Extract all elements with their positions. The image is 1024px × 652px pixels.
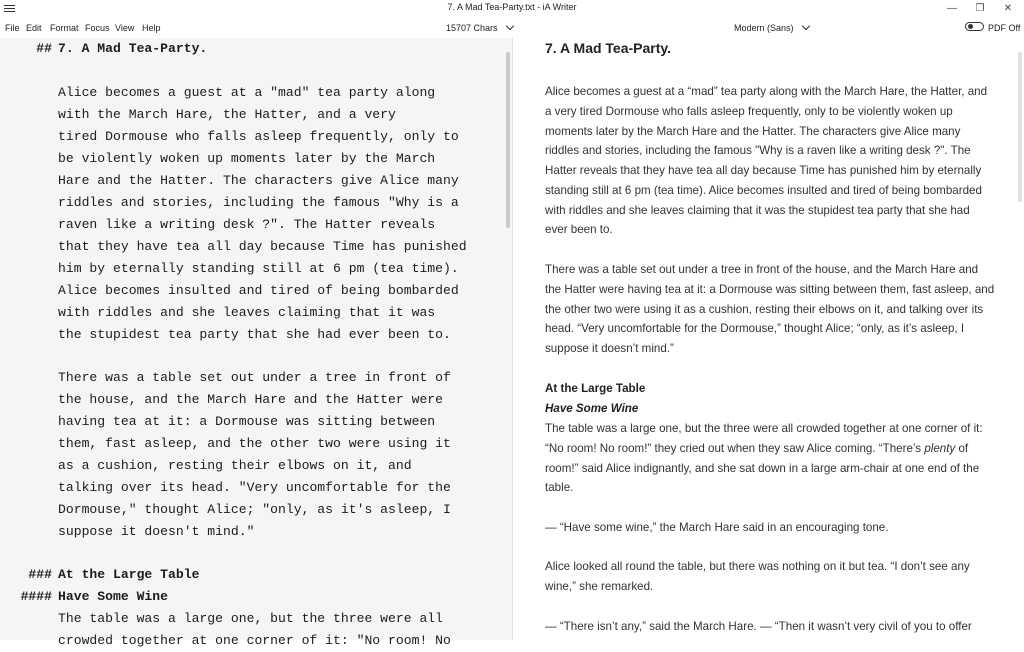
preview-paragraph <box>545 419 995 498</box>
window-title: 7. A Mad Tea-Party.txt - iA Writer <box>447 2 577 12</box>
editor-line: The table was a large one, but the three were all <box>58 611 444 626</box>
editor-line: having tea at it: a Dormouse was sitting between <box>58 414 436 429</box>
preview-paragraph: — “There isn’t any,” said the March Hare. — “Then it wasn’t very civil of you to offer <box>545 620 972 633</box>
preview-title: 7. A Mad Tea-Party. <box>545 40 672 56</box>
preview-h4: Have Some Wine <box>545 402 639 415</box>
editor-line: There was a table set out under a tree in front of <box>58 370 451 385</box>
editor-line: with riddles and she leaves claiming that it was <box>58 305 436 320</box>
menu-focus[interactable]: Focus <box>85 23 110 33</box>
pdf-toggle[interactable] <box>965 22 984 31</box>
preview-h3: At the Large Table <box>545 382 646 395</box>
preview-emphasis: plenty <box>924 441 956 455</box>
heading-marker: ## <box>36 41 52 56</box>
title-bar <box>0 0 1024 17</box>
editor-line: Alice becomes a guest at a "mad" tea party along <box>58 85 436 100</box>
preview-scrollbar[interactable] <box>1018 52 1022 202</box>
char-count-dropdown[interactable] <box>446 23 513 33</box>
menu-file[interactable]: File <box>5 23 20 33</box>
preview-paragraph: There was a table set out under a tree in front of the house, and the March Hare and the Hatter were having tea at it: a Dormouse was sitting between them, fast asleep, and the other two were using it as a cushion, resting their elbows on it, and talking over its head. “Very uncomfortable for the Dormouse,” thought Alice; “only, as it’s asleep, I suppose it doesn’t mind.” <box>545 263 995 355</box>
editor-line: Dormouse," thought Alice; "only, as it's asleep, I <box>58 502 451 517</box>
font-label: Modern (Sans) <box>734 23 794 33</box>
editor-line: him by eternally standing still at 6 pm (tea time). <box>58 261 459 276</box>
font-dropdown[interactable] <box>734 23 809 33</box>
chevron-down-icon <box>505 22 513 30</box>
editor-line: suppose it doesn't mind." <box>58 524 255 539</box>
toggle-knob <box>968 24 973 29</box>
minimize-button[interactable]: — <box>947 3 957 14</box>
heading4-marker: #### <box>20 589 52 604</box>
editor-h3: At the Large Table <box>58 567 200 582</box>
preview-text: of room!” said Alice indignantly, and she sat down in a large arm-chair at one end of the table. <box>545 441 980 495</box>
editor-line: with the March Hare, the Hatter, and a very <box>58 107 396 122</box>
editor-line: riddles and stories, including the famous "Why is a <box>58 195 459 210</box>
editor-line: Hare and the Hatter. The characters give Alice many <box>58 173 459 188</box>
preview-paragraph: Alice looked all round the table, but there was nothing on it but tea. “I don’t see any wine,” she remarked. <box>545 560 970 593</box>
editor-line: crowded together at one corner of it: "No room! No <box>58 633 451 648</box>
editor-h4: Have Some Wine <box>58 589 169 604</box>
menu-help[interactable]: Help <box>142 23 161 33</box>
editor-heading: 7. A Mad Tea-Party. <box>58 41 208 56</box>
editor-scrollbar[interactable] <box>506 52 510 228</box>
menu-bar <box>0 17 1024 38</box>
chevron-down-icon <box>801 22 809 30</box>
editor-pane[interactable] <box>0 38 512 648</box>
menu-view[interactable]: View <box>115 23 135 33</box>
heading3-marker: ### <box>28 567 52 582</box>
restore-button[interactable]: ❐ <box>975 3 985 14</box>
editor-line: be violently woken up moments later by the March <box>58 151 436 166</box>
close-button[interactable]: ✕ <box>1003 3 1013 14</box>
preview-paragraph: Alice becomes a guest at a “mad” tea party along with the March Hare, the Hatter, and a very tired Dormouse who falls asleep frequently, only to be violently woken up moments later by the March Hare and the Hatter. The characters give Alice many riddles and stories, including the famous "Why is a raven like a writing desk ?". The Hatter reveals that they have tea all day because Time has punished him by eternally standing still at 6 pm (tea time). Alice becomes insulted and tired of being bombarded with riddles and she leaves claiming that it was the stupidest tea party that she had ever been to. <box>545 85 988 237</box>
preview-text: The table was a large one, but the three were all crowded together at one corner of it: “No room! No room!” they cried out when they saw Alice coming. “There’s <box>545 422 983 455</box>
editor-line: that they have tea all day because Time has punished <box>58 239 467 254</box>
editor-line: as a cushion, resting their elbows on it, and <box>58 458 412 473</box>
pdf-toggle-label: PDF Off <box>988 23 1021 33</box>
char-count-label: 15707 Chars <box>446 23 498 33</box>
preview-paragraph: — “Have some wine,” the March Hare said in an encouraging tone. <box>545 521 889 534</box>
menu-format[interactable]: Format <box>50 23 79 33</box>
editor-line: talking over its head. "Very uncomfortable for the <box>58 480 451 495</box>
editor-line: the house, and the March Hare and the Hatter were <box>58 392 444 407</box>
editor-line: tired Dormouse who falls asleep frequently, only to <box>58 129 459 144</box>
editor-line: the stupidest tea party that she had ever been to. <box>58 327 451 342</box>
menu-edit[interactable]: Edit <box>26 23 42 33</box>
editor-line: raven like a writing desk ?". The Hatter reveals <box>58 217 436 232</box>
editor-line: Alice becomes insulted and tired of being bombarded <box>58 283 459 298</box>
editor-line: them, fast asleep, and the other two were using it <box>58 436 451 451</box>
